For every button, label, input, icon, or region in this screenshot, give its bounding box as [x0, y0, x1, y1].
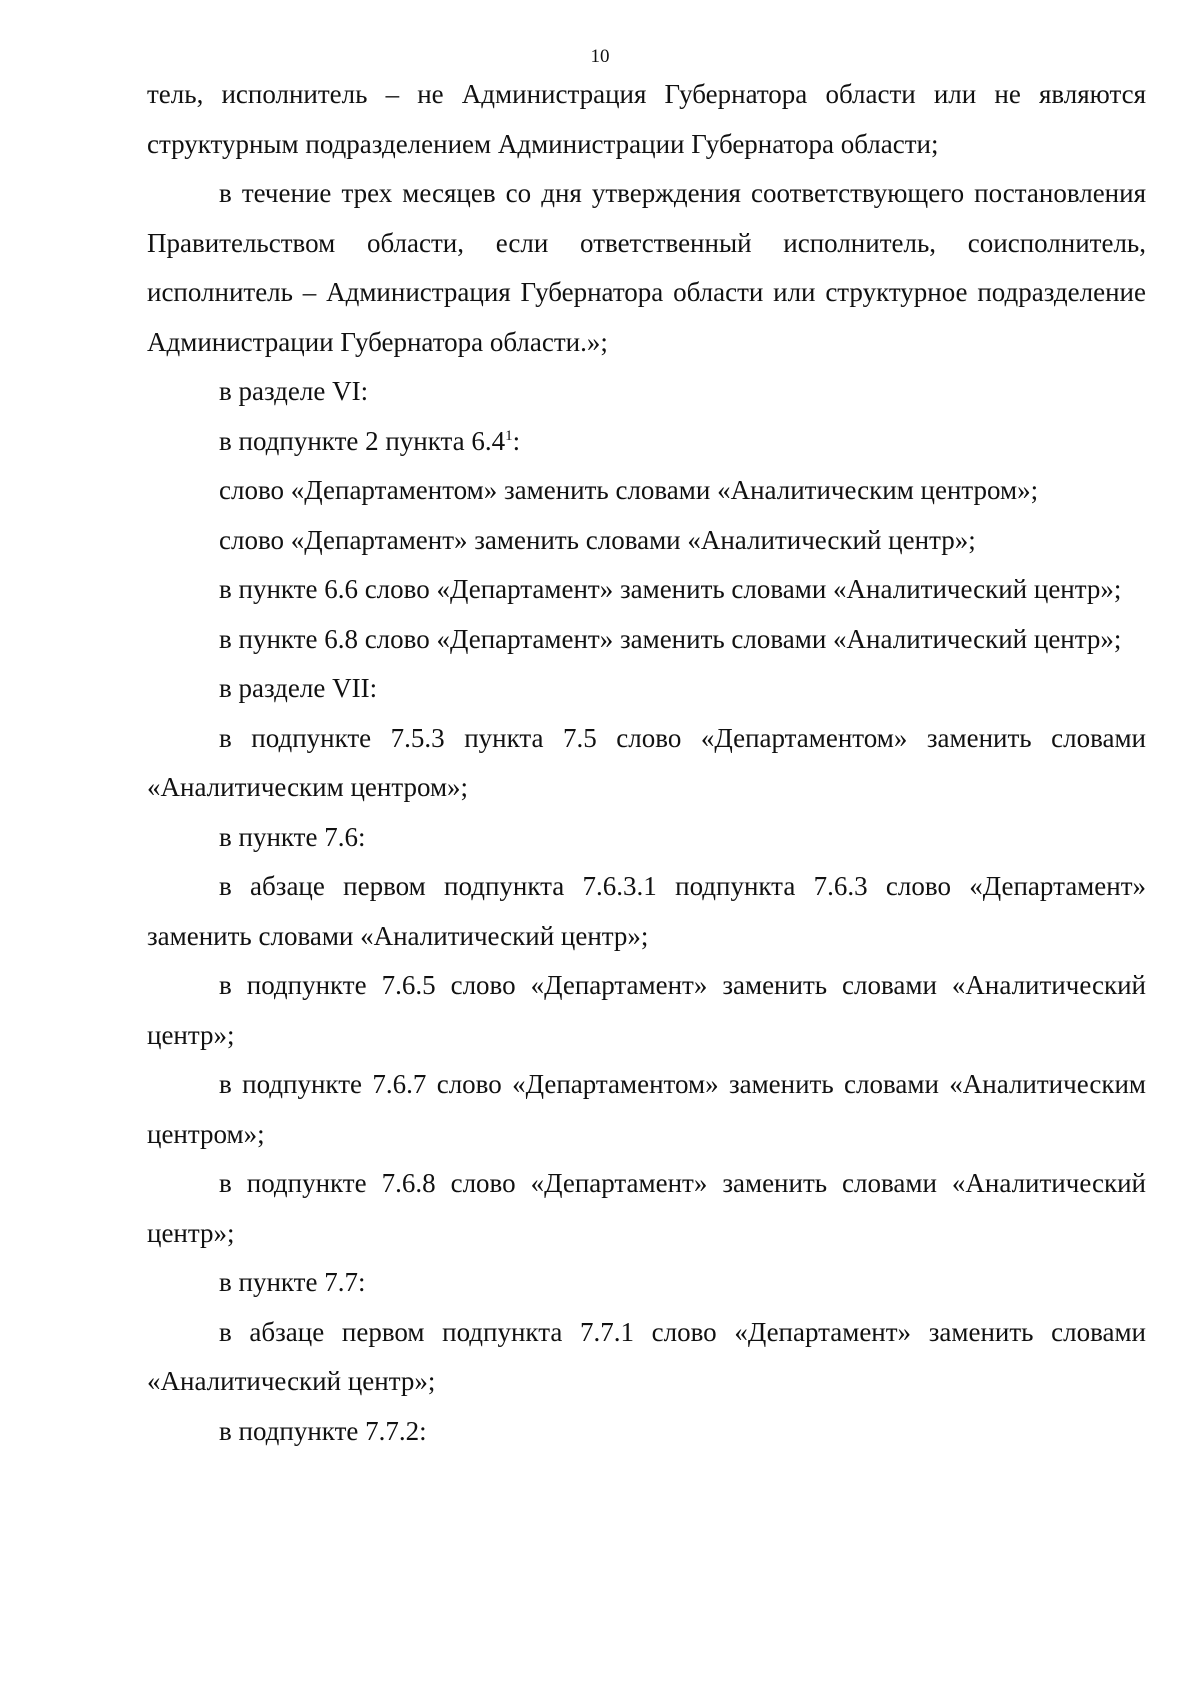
document-body [147, 70, 1146, 1456]
paragraph [147, 1060, 1146, 1159]
paragraph-text: в пункте 7.7: [219, 1267, 366, 1297]
paragraph [147, 813, 1146, 863]
page-number: 10 [590, 46, 610, 67]
paragraph [147, 1159, 1146, 1258]
paragraph-text: в пункте 7.6: [219, 821, 366, 852]
paragraph-text: в пункте 6.8 слово «Департамент» заменить словами «Аналитический центр»; [219, 623, 1122, 654]
paragraph [147, 417, 1146, 467]
paragraph [147, 615, 1146, 665]
paragraph-text: в подпункте 7.6.8 слово «Департамент» заменить словами «Аналитический центр»; [147, 1168, 1146, 1248]
paragraph-text: в абзаце первом подпункта 7.7.1 слово «Департамент» заменить словами «Аналитический центр»; [147, 1316, 1146, 1396]
paragraph [147, 70, 1146, 169]
paragraph [147, 714, 1146, 813]
paragraph-text: в абзаце первом подпункта 7.6.3.1 подпункта 7.6.3 слово «Департамент» заменить словами «Аналитический центр»; [147, 871, 1146, 951]
superscript: 1 [505, 427, 513, 444]
paragraph [147, 516, 1146, 566]
paragraph-text: в подпункте 7.7.2: [219, 1415, 427, 1446]
paragraph [147, 565, 1146, 615]
paragraph-text: слово «Департамент» заменить словами «Аналитический центр»; [219, 524, 976, 555]
paragraph [147, 466, 1146, 516]
paragraph-text: в подпункте 2 пункта 6.4 [219, 425, 506, 456]
paragraph [147, 664, 1146, 714]
paragraph [147, 367, 1146, 417]
paragraph-text: в пункте 6.6 слово «Департамент» заменить словами «Аналитический центр»; [219, 574, 1122, 604]
paragraph-text: в подпункте 7.6.5 слово «Департамент» заменить словами «Аналитический центр»; [147, 970, 1146, 1050]
paragraph-text: в разделе VII: [219, 673, 378, 703]
paragraph-text: в разделе VI: [219, 376, 369, 406]
paragraph-text: тель, исполнитель – не Администрация Губернатора области или не являются структурным подразделением Администрации Губернатора области; [147, 79, 1146, 159]
paragraph [147, 1258, 1146, 1308]
paragraph-text: слово «Департаментом» заменить словами «Аналитическим центром»; [219, 475, 1039, 505]
paragraph [147, 169, 1146, 367]
paragraph-text: в подпункте 7.5.3 пункта 7.5 слово «Департаментом» заменить словами «Аналитическим центром»; [147, 722, 1146, 802]
paragraph [147, 862, 1146, 961]
paragraph-text: в течение трех месяцев со дня утверждения соответствующего постановления Правительством области, если ответственный исполнитель, соисполнитель, исполнитель – Администрация Губернатора области или структурное подразделение Администрации Губернатора области.»; [147, 178, 1146, 357]
paragraph [147, 961, 1146, 1060]
paragraph-text: в подпункте 7.6.7 слово «Департаментом» заменить словами «Аналитическим центром»; [147, 1069, 1146, 1149]
paragraph [147, 1308, 1146, 1407]
paragraph-suffix: : [512, 425, 521, 456]
paragraph [147, 1407, 1146, 1457]
